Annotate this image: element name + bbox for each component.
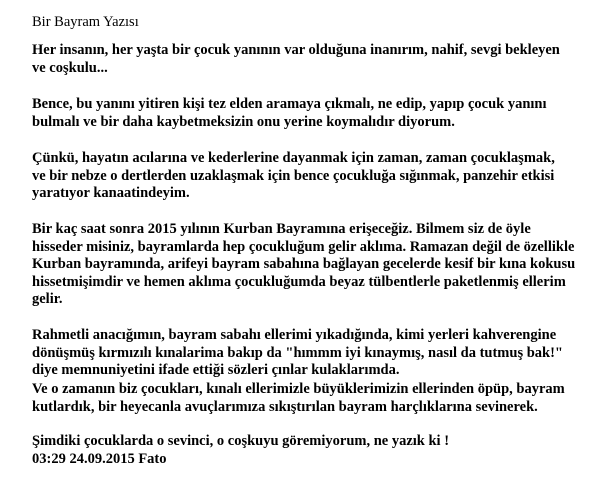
paragraph-3 [32,150,555,203]
text-line: ve coşkulu... [32,59,108,76]
text-line: gelir. [32,291,63,307]
signature-line: 03:29 24.09.2015 Fato [32,450,167,467]
text-line: Her insanın, her yaşta bir çocuk yanının var olduğuna inanırım, nahif, sevgi bekleyen [32,42,560,58]
paragraph-1 [32,42,560,77]
paragraph-6 [32,381,565,416]
text-line: Ve o zamanın biz çocukları, kınalı ellerimizle büyüklerimizin ellerinden öpüp, bayram [32,381,565,397]
text-line: yaratıyor kanaatindeyim. [32,185,190,201]
text-line: Çünkü, hayatın acılarına ve kederlerine dayanmak için zaman, zaman çocuklaşmak, [32,150,555,166]
text-line: diye memnuniyetini ifade ettiği sözleri çınlar kulaklarımda. [32,362,400,378]
paragraph-7 [32,433,449,468]
text-line: hisseder misiniz, bayramlarda hep çocukluğum gelir aklıma. Ramazan değil de özellikle [32,238,575,255]
paragraph-4 [32,221,575,309]
document-title: Bir Bayram Yazısı [32,14,139,30]
paragraph-5 [32,327,563,380]
text-line: hissetmişimdir ve hemen aklıma çocukluğumda beyaz tülbentlerle paketlenmiş ellerim [32,273,566,290]
text-line: bulmalı ve bir daha kaybetmeksizin onu yerine koymalıdır diyorum. [32,113,455,130]
paragraph-2 [32,96,547,131]
text-line: Kurban bayramında, arifeyi bayram sabahına bağlayan gecelerde kesif bir kına kokusu [32,256,576,272]
text-line: Rahmetli anacığımın, bayram sabahı ellerimi yıkadığında, kimi yerleri kahverengine [32,327,557,343]
text-line: kutlardık, bir heyecanla avuçlarımıza sıkıştırılan bayram harçlıklarına sevinerek. [32,398,538,415]
text-line: Şimdiki çocuklarda o sevinci, o coşkuyu göremiyorum, ne yazık ki ! [32,433,450,449]
text-line: Bence, bu yanını yitiren kişi tez elden aramaya çıkmalı, ne edip, yapıp çocuk yanını [32,96,547,112]
text-line: dönüşmüş kırmızılı kınalarima bakıp da "hımmm iyi kınaymış, nasıl da tutmuş bak!" [32,344,563,361]
text-line: ve bir nebze o dertlerden uzaklaşmak için bence çocukluğa sığınmak, panzehir etkisi [32,167,555,184]
text-line: Bir kaç saat sonra 2015 yılının Kurban Bayramına erişeceğiz. Bilmem siz de öyle [32,221,531,237]
